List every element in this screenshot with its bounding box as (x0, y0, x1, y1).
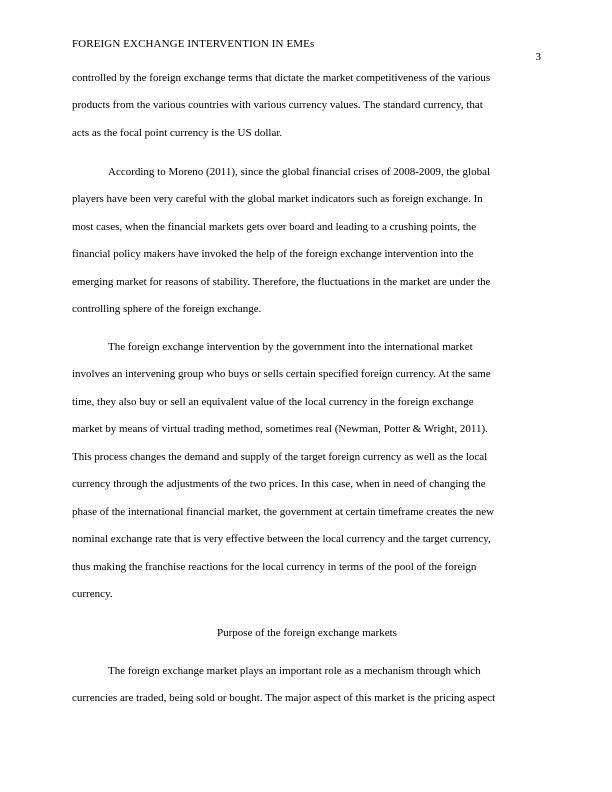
text-line: currencies are traded, being sold or bought. The major aspect of this market is the pricing aspect (72, 692, 496, 704)
text-line: This process changes the demand and supply of the target foreign currency as well as the local (72, 451, 488, 463)
text-line: involves an intervening group who buys or sells certain specified foreign currency. At the same (72, 368, 491, 380)
text-line: players have been very careful with the global market indicators such as foreign exchange. In (72, 193, 483, 205)
page-number: 3 (535, 51, 541, 63)
text-line: According to Moreno (2011), since the global financial crises of 2008-2009, the global (108, 166, 491, 178)
text-line: products from the various countries with various currency values. The standard currency, that (72, 99, 483, 111)
section-heading: Purpose of the foreign exchange markets (217, 627, 397, 639)
text-line: controlling sphere of the foreign exchange. (72, 303, 262, 315)
text-line: currency through the adjustments of the two prices. In this case, when in need of changing the (72, 478, 486, 490)
text-line: acts as the focal point currency is the US dollar. (72, 127, 283, 139)
text-line: controlled by the foreign exchange terms that dictate the market competitiveness of the various (72, 72, 491, 84)
text-line: currency. (72, 588, 113, 600)
text-line: market by means of virtual trading method, sometimes real (Newman, Potter & Wright, 2011). (72, 423, 488, 435)
text-line: emerging market for reasons of stability. Therefore, the fluctuations in the market are under the (72, 276, 491, 288)
text-line: The foreign exchange intervention by the government into the international market (108, 341, 473, 353)
text-line: most cases, when the financial markets gets over board and leading to a crushing points, the (72, 221, 477, 233)
text-line: The foreign exchange market plays an important role as a mechanism through which (108, 665, 481, 677)
text-line: nominal exchange rate that is very effective between the local currency and the target currency, (72, 533, 491, 545)
text-line: time, they also buy or sell an equivalent value of the local currency in the foreign exchange (72, 396, 474, 408)
running-head: FOREIGN EXCHANGE INTERVENTION IN EMEs (72, 38, 315, 50)
text-line: financial policy makers have invoked the help of the foreign exchange intervention into the (72, 248, 474, 260)
text-line: phase of the international financial market, the government at certain timeframe creates the new (72, 506, 495, 518)
text-line: thus making the franchise reactions for the local currency in terms of the pool of the foreign (72, 561, 477, 573)
